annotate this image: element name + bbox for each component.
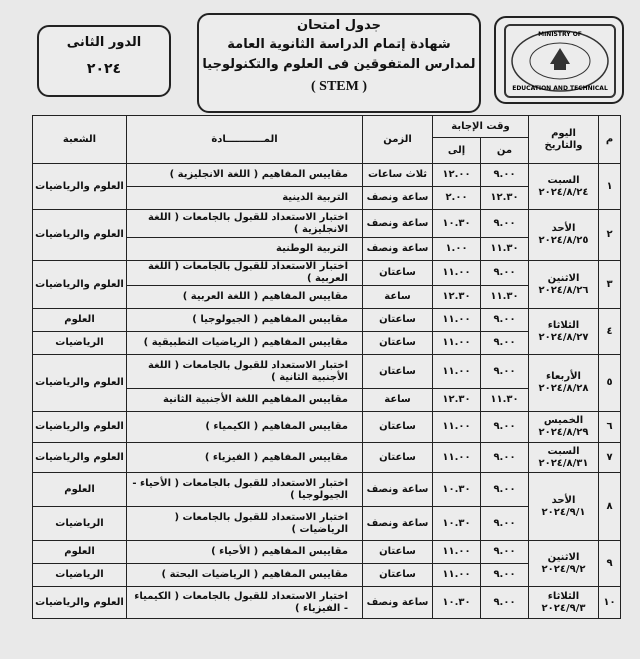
exam-number: ١٠ <box>599 587 621 619</box>
branch: العلوم والرياضيات <box>33 355 127 412</box>
exam-date: ٢٠٢٤/٩/٢ <box>541 563 586 575</box>
subject: اختبار الاستعداد للقبول بالجامعات ( الرياضيات ) <box>127 507 363 541</box>
duration: ساعتان <box>363 261 433 286</box>
branch: العلوم والرياضيات <box>33 164 127 210</box>
exam-day-date <box>529 587 599 619</box>
col-subject-header: المـــــــــــادة <box>127 116 363 164</box>
duration: ساعة ونصف <box>363 587 433 619</box>
header-row-1 <box>33 116 621 138</box>
start-time: ٩.٠٠ <box>481 564 529 587</box>
exam-number: ١ <box>599 164 621 210</box>
duration: ساعة <box>363 286 433 309</box>
table-row <box>33 412 621 443</box>
title-line-2: شهادة إتمام الدراسة الثانوية العامة <box>227 37 451 52</box>
duration: ساعة ونصف <box>363 238 433 261</box>
subject: اختبار الاستعداد للقبول بالجامعات ( اللغة الأجنبية الثانية ) <box>127 355 363 389</box>
exam-number: ٥ <box>599 355 621 412</box>
col-branch-header: الشعبة <box>33 116 127 164</box>
start-time: ٩.٠٠ <box>481 309 529 332</box>
duration: ساعة ونصف <box>363 210 433 238</box>
start-time: ٩.٠٠ <box>481 210 529 238</box>
exam-date: ٢٠٢٤/٨/٢٤ <box>538 186 589 198</box>
duration: ساعتان <box>363 355 433 389</box>
branch: العلوم والرياضيات <box>33 587 127 619</box>
duration: ساعتان <box>363 564 433 587</box>
day-name: الاثنين <box>547 551 580 563</box>
duration: ساعتان <box>363 412 433 443</box>
start-time: ١١.٣٠ <box>481 238 529 261</box>
subject: مقاييس المفاهيم اللغة الأجنبية الثانية <box>127 389 363 412</box>
day-name: الثلاثاء <box>547 319 580 331</box>
start-time: ٩.٠٠ <box>481 332 529 355</box>
end-time: ١٠.٣٠ <box>433 507 481 541</box>
session-year: ٢٠٢٤ <box>86 61 122 77</box>
exam-number: ٢ <box>599 210 621 261</box>
start-time: ٩.٠٠ <box>481 261 529 286</box>
day-name: الاثنين <box>547 272 580 284</box>
duration: ساعة ونصف <box>363 473 433 507</box>
exam-date: ٢٠٢٤/٨/٢٨ <box>538 383 589 394</box>
title-line-4: ( STEM ) <box>311 79 367 94</box>
table-row <box>33 210 621 238</box>
exam-date: ٢٠٢٤/٩/٣ <box>541 602 586 614</box>
duration: ثلاث ساعات <box>363 164 433 187</box>
end-time: ١١.٠٠ <box>433 261 481 286</box>
table-row <box>33 541 621 564</box>
duration: ساعتان <box>363 332 433 355</box>
day-name: السبت <box>547 174 580 186</box>
exam-day-date <box>529 164 599 210</box>
subject: مقاييس المفاهيم ( الفيزياء ) <box>127 443 363 473</box>
table-row <box>33 473 621 507</box>
subject: مقاييس المفاهيم ( الجيولوجيا ) <box>127 309 363 332</box>
subject: اختبار الاستعداد للقبول بالجامعات ( اللغة الانجليزية ) <box>127 210 363 238</box>
emblem-ring-icon <box>506 26 614 96</box>
exam-date: ٢٠٢٤/٨/٢٥ <box>538 235 589 246</box>
end-time: ١١.٠٠ <box>433 564 481 587</box>
branch: العلوم <box>33 309 127 332</box>
schedule-body <box>33 164 621 619</box>
end-time: ١٠.٣٠ <box>433 473 481 507</box>
branch: الرياضيات <box>33 507 127 541</box>
branch: العلوم والرياضيات <box>33 412 127 443</box>
exam-day-date <box>529 412 599 443</box>
col-duration-header: الزمن <box>363 116 433 164</box>
branch: العلوم <box>33 473 127 507</box>
subject: اختبار الاستعداد للقبول بالجامعات ( اللغة العربية ) <box>127 261 363 286</box>
start-time: ١١.٣٠ <box>481 286 529 309</box>
subject: مقاييس المفاهيم ( الأحياء ) <box>127 541 363 564</box>
col-to-header: إلى <box>433 138 481 164</box>
start-time: ١٢.٣٠ <box>481 187 529 210</box>
exam-date: ٢٠٢٤/٨/٢٧ <box>538 331 589 343</box>
branch: العلوم والرياضيات <box>33 261 127 309</box>
day-name: الثلاثاء <box>547 590 580 602</box>
svg-text:MINISTRY OF: MINISTRY OF <box>538 31 582 38</box>
end-time: ١١.٠٠ <box>433 412 481 443</box>
exam-date: ٢٠٢٤/٨/٣١ <box>538 457 589 469</box>
start-time: ٩.٠٠ <box>481 587 529 619</box>
subject: مقاييس المفاهيم ( اللغة العربية ) <box>127 286 363 309</box>
subject: اختبار الاستعداد للقبول بالجامعات ( الكيمياء - الفيزياء ) <box>127 587 363 619</box>
branch: العلوم <box>33 541 127 564</box>
col-answer-time-header: وقت الإجابة <box>433 116 529 138</box>
subject: مقاييس المفاهيم ( اللغة الانجليزية ) <box>127 164 363 187</box>
end-time: ١.٠٠ <box>433 238 481 261</box>
ministry-logo <box>504 24 616 98</box>
start-time: ٩.٠٠ <box>481 473 529 507</box>
exam-number: ٩ <box>599 541 621 587</box>
branch: العلوم والرياضيات <box>33 210 127 261</box>
exam-number: ٦ <box>599 412 621 443</box>
start-time: ٩.٠٠ <box>481 412 529 443</box>
day-name: الأربعاء <box>546 371 581 382</box>
exam-day-date <box>529 541 599 587</box>
subject: التربية الدينية <box>127 187 363 210</box>
svg-text:EDUCATION AND TECHNICAL: EDUCATION AND TECHNICAL <box>512 85 608 92</box>
table-row <box>33 587 621 619</box>
exam-schedule-table <box>32 115 621 619</box>
branch: الرياضيات <box>33 564 127 587</box>
exam-day-date <box>529 309 599 355</box>
end-time: ١١.٠٠ <box>433 443 481 473</box>
table-row <box>33 164 621 187</box>
session-title: الدور الثانى <box>66 35 142 50</box>
title-box <box>197 13 481 113</box>
title-line-1: جدول امتحان <box>297 18 381 33</box>
end-time: ١٢.٣٠ <box>433 389 481 412</box>
start-time: ٩.٠٠ <box>481 507 529 541</box>
day-name: الأحد <box>551 223 576 234</box>
subject: مقاييس المفاهيم ( الرياضيات البحتة ) <box>127 564 363 587</box>
day-name: الخميس <box>543 415 584 426</box>
exam-number: ٧ <box>599 443 621 473</box>
exam-number: ٨ <box>599 473 621 541</box>
table-row <box>33 443 621 473</box>
table-row <box>33 309 621 332</box>
ministry-emblem-box <box>494 16 624 104</box>
end-time: ١٠.٣٠ <box>433 587 481 619</box>
duration: ساعة ونصف <box>363 187 433 210</box>
start-time: ٩.٠٠ <box>481 355 529 389</box>
subject: مقاييس المفاهيم ( الكيمياء ) <box>127 412 363 443</box>
end-time: ١٢.٠٠ <box>433 164 481 187</box>
end-time: ١١.٠٠ <box>433 355 481 389</box>
exam-number: ٤ <box>599 309 621 355</box>
exam-day-date <box>529 355 599 412</box>
col-from-header: من <box>481 138 529 164</box>
title-line-3: لمدارس المتفوقين فى العلوم والتكنولوجيا <box>202 57 476 72</box>
exam-day-date <box>529 210 599 261</box>
day-name: الأحد <box>551 494 576 506</box>
subject: مقاييس المفاهيم ( الرياضيات التطبيقية ) <box>127 332 363 355</box>
exam-day-date <box>529 443 599 473</box>
duration: ساعتان <box>363 541 433 564</box>
duration: ساعة <box>363 389 433 412</box>
exam-day-date <box>529 473 599 541</box>
day-name: السبت <box>547 445 580 457</box>
subject: اختبار الاستعداد للقبول بالجامعات ( الأحياء - الجيولوجيا ) <box>127 473 363 507</box>
end-time: ١١.٠٠ <box>433 541 481 564</box>
col-day-header: اليوم والتاريخ <box>529 116 599 164</box>
end-time: ١٠.٣٠ <box>433 210 481 238</box>
start-time: ١١.٣٠ <box>481 389 529 412</box>
exam-date: ٢٠٢٤/٨/٢٦ <box>538 284 589 296</box>
session-box <box>37 25 171 97</box>
start-time: ٩.٠٠ <box>481 541 529 564</box>
duration: ساعة ونصف <box>363 507 433 541</box>
start-time: ٩.٠٠ <box>481 443 529 473</box>
exam-number: ٣ <box>599 261 621 309</box>
exam-date: ٢٠٢٤/٨/٢٩ <box>538 427 589 438</box>
exam-day-date <box>529 261 599 309</box>
table-row <box>33 261 621 286</box>
branch: العلوم والرياضيات <box>33 443 127 473</box>
duration: ساعتان <box>363 443 433 473</box>
subject: التربية الوطنية <box>127 238 363 261</box>
table-row <box>33 355 621 389</box>
col-num-header: م <box>599 116 621 164</box>
branch: الرياضيات <box>33 332 127 355</box>
end-time: ١١.٠٠ <box>433 309 481 332</box>
exam-date: ٢٠٢٤/٩/١ <box>541 506 586 518</box>
end-time: ٢.٠٠ <box>433 187 481 210</box>
start-time: ٩.٠٠ <box>481 164 529 187</box>
end-time: ١١.٠٠ <box>433 332 481 355</box>
end-time: ١٢.٣٠ <box>433 286 481 309</box>
duration: ساعتان <box>363 309 433 332</box>
